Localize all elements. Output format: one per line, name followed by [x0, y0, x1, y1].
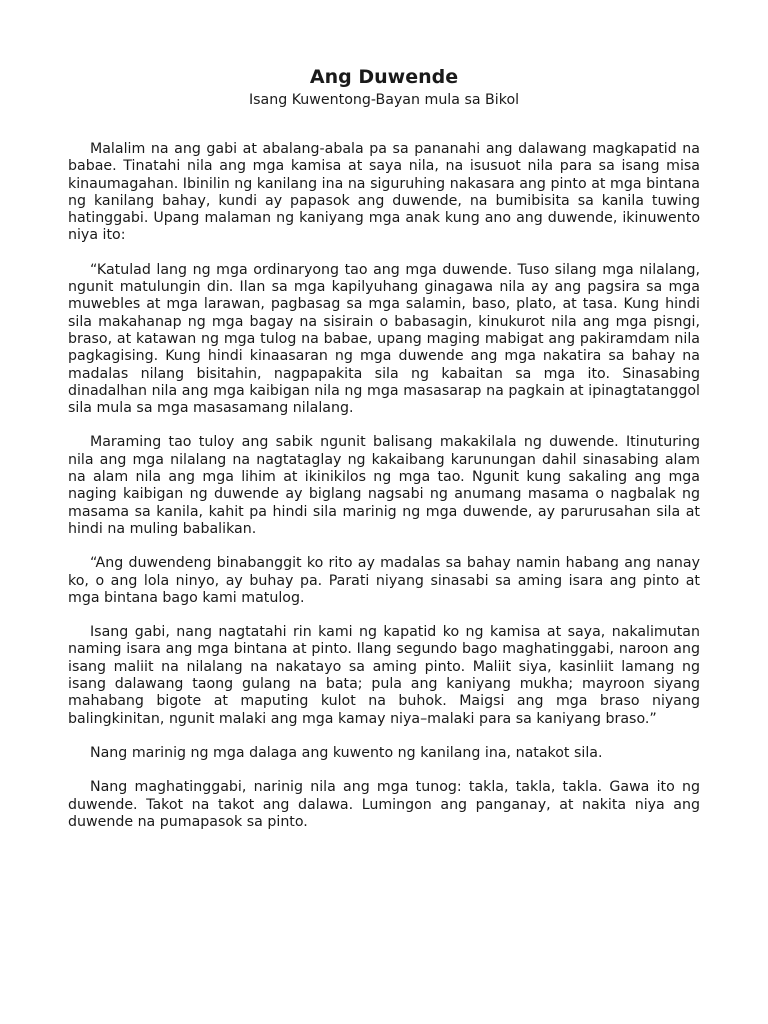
paragraph-6: Nang marinig ng mga dalaga ang kuwento ng kanilang ina, natakot sila.: [90, 744, 603, 761]
document-title: Ang Duwende: [309, 66, 459, 88]
paragraph-4: “Ang duwendeng binabanggit ko rito ay madalas sa bahay namin habang ang nanay ko, o ang lola ninyo, ay buhay pa. Parati niyang sinasabi sa aming isara ang pinto at mga bintana bago kami matulog.: [68, 555, 700, 606]
paragraph-1: Malalim na ang gabi at abalang-abala pa sa pananahi ang dalawang magkapatid na babae. Tinatahi nila ang mga kamisa at saya nila, na isusuot nila para sa isang misa kinaumagahan. Ibinilin ng kanilang ina na siguruhing nakasara ang pinto at mga bintana ng kanilang bahay, kundi ay papasok ang duwende, na bumibisita sa kanila tuwing hatinggabi. Upang malaman ng kaniyang mga anak kung ano ang duwende, ikinuwento niya ito:: [68, 141, 700, 244]
paragraph-7: Nang maghatinggabi, narinig nila ang mga tunog: takla, takla, takla. Gawa ito ng duwende. Takot na takot ang dalawa. Lumingon ang panganay, at nakita niya ang duwende na pumapasok sa pinto.: [68, 779, 700, 830]
paragraph-2: “Katulad lang ng mga ordinaryong tao ang mga duwende. Tuso silang mga nilalang, ngunit matulungin din. Ilan sa mga kapilyuhang ginagawa nila ay ang pagsira sa mga muwebles at mga larawan, pagbasag sa mga salamin, baso, plato, at tasa. Kung hindi sila makahanap ng mga bagay na sisirain o babasagin, kinukurot nila ang mga pisngi, braso, at katawan ng mga tulog na babae, upang maging mabigat ang pakiramdam nila pagkagising. Kung hindi kinaasaran ng mga duwende ang mga nakatira sa bahay na madalas nilang bisitahin, nagpapakita sila ng kabaitan sa mga ito. Sinasabing dinadalhan nila ang mga kaibigan nila ng mga masasarap na pagkain at ipinagtatanggol sila mula sa mga masasamang nilalang.: [68, 261, 700, 417]
document-body: [68, 141, 700, 831]
paragraph-5: Isang gabi, nang nagtatahi rin kami ng kapatid ko ng kamisa at saya, nakalimutan naming isara ang mga bintana at pinto. Ilang segundo bago maghatinggabi, naroon ang isang maliit na nilalang na nakatayo sa aming pinto. Maliit siya, kasinliit lamang ng isang dalawang taong gulang na bata; pula ang kaniyang mukha; mayroon siyang mahabang bigote at maputing kulot na buhok. Maigsi ang mga braso niyang balingkinitan, ngunit malaki ang mga kamay niya–malaki para sa kaniyang braso.”: [68, 624, 700, 727]
paragraph-3: Maraming tao tuloy ang sabik ngunit balisang makakilala ng duwende. Itinuturing nila ang mga nilalang na nagtataglay ng kakaibang karunungan dahil sinasabing alam na alam nila ang mga lihim at ikinikilos ng mga tao. Ngunit kung sakaling ang mga naging kaibigan ng duwende ay biglang nagsabi ng anumang masama o nagbalak ng masama sa kanila, kahit pa hindi sila marinig ng mga duwende, ay parurusahan sila at hindi na muling babalikan.: [68, 434, 700, 537]
document-page: [68, 64, 700, 848]
document-subtitle: Isang Kuwentong-Bayan mula sa Bikol: [248, 92, 520, 108]
